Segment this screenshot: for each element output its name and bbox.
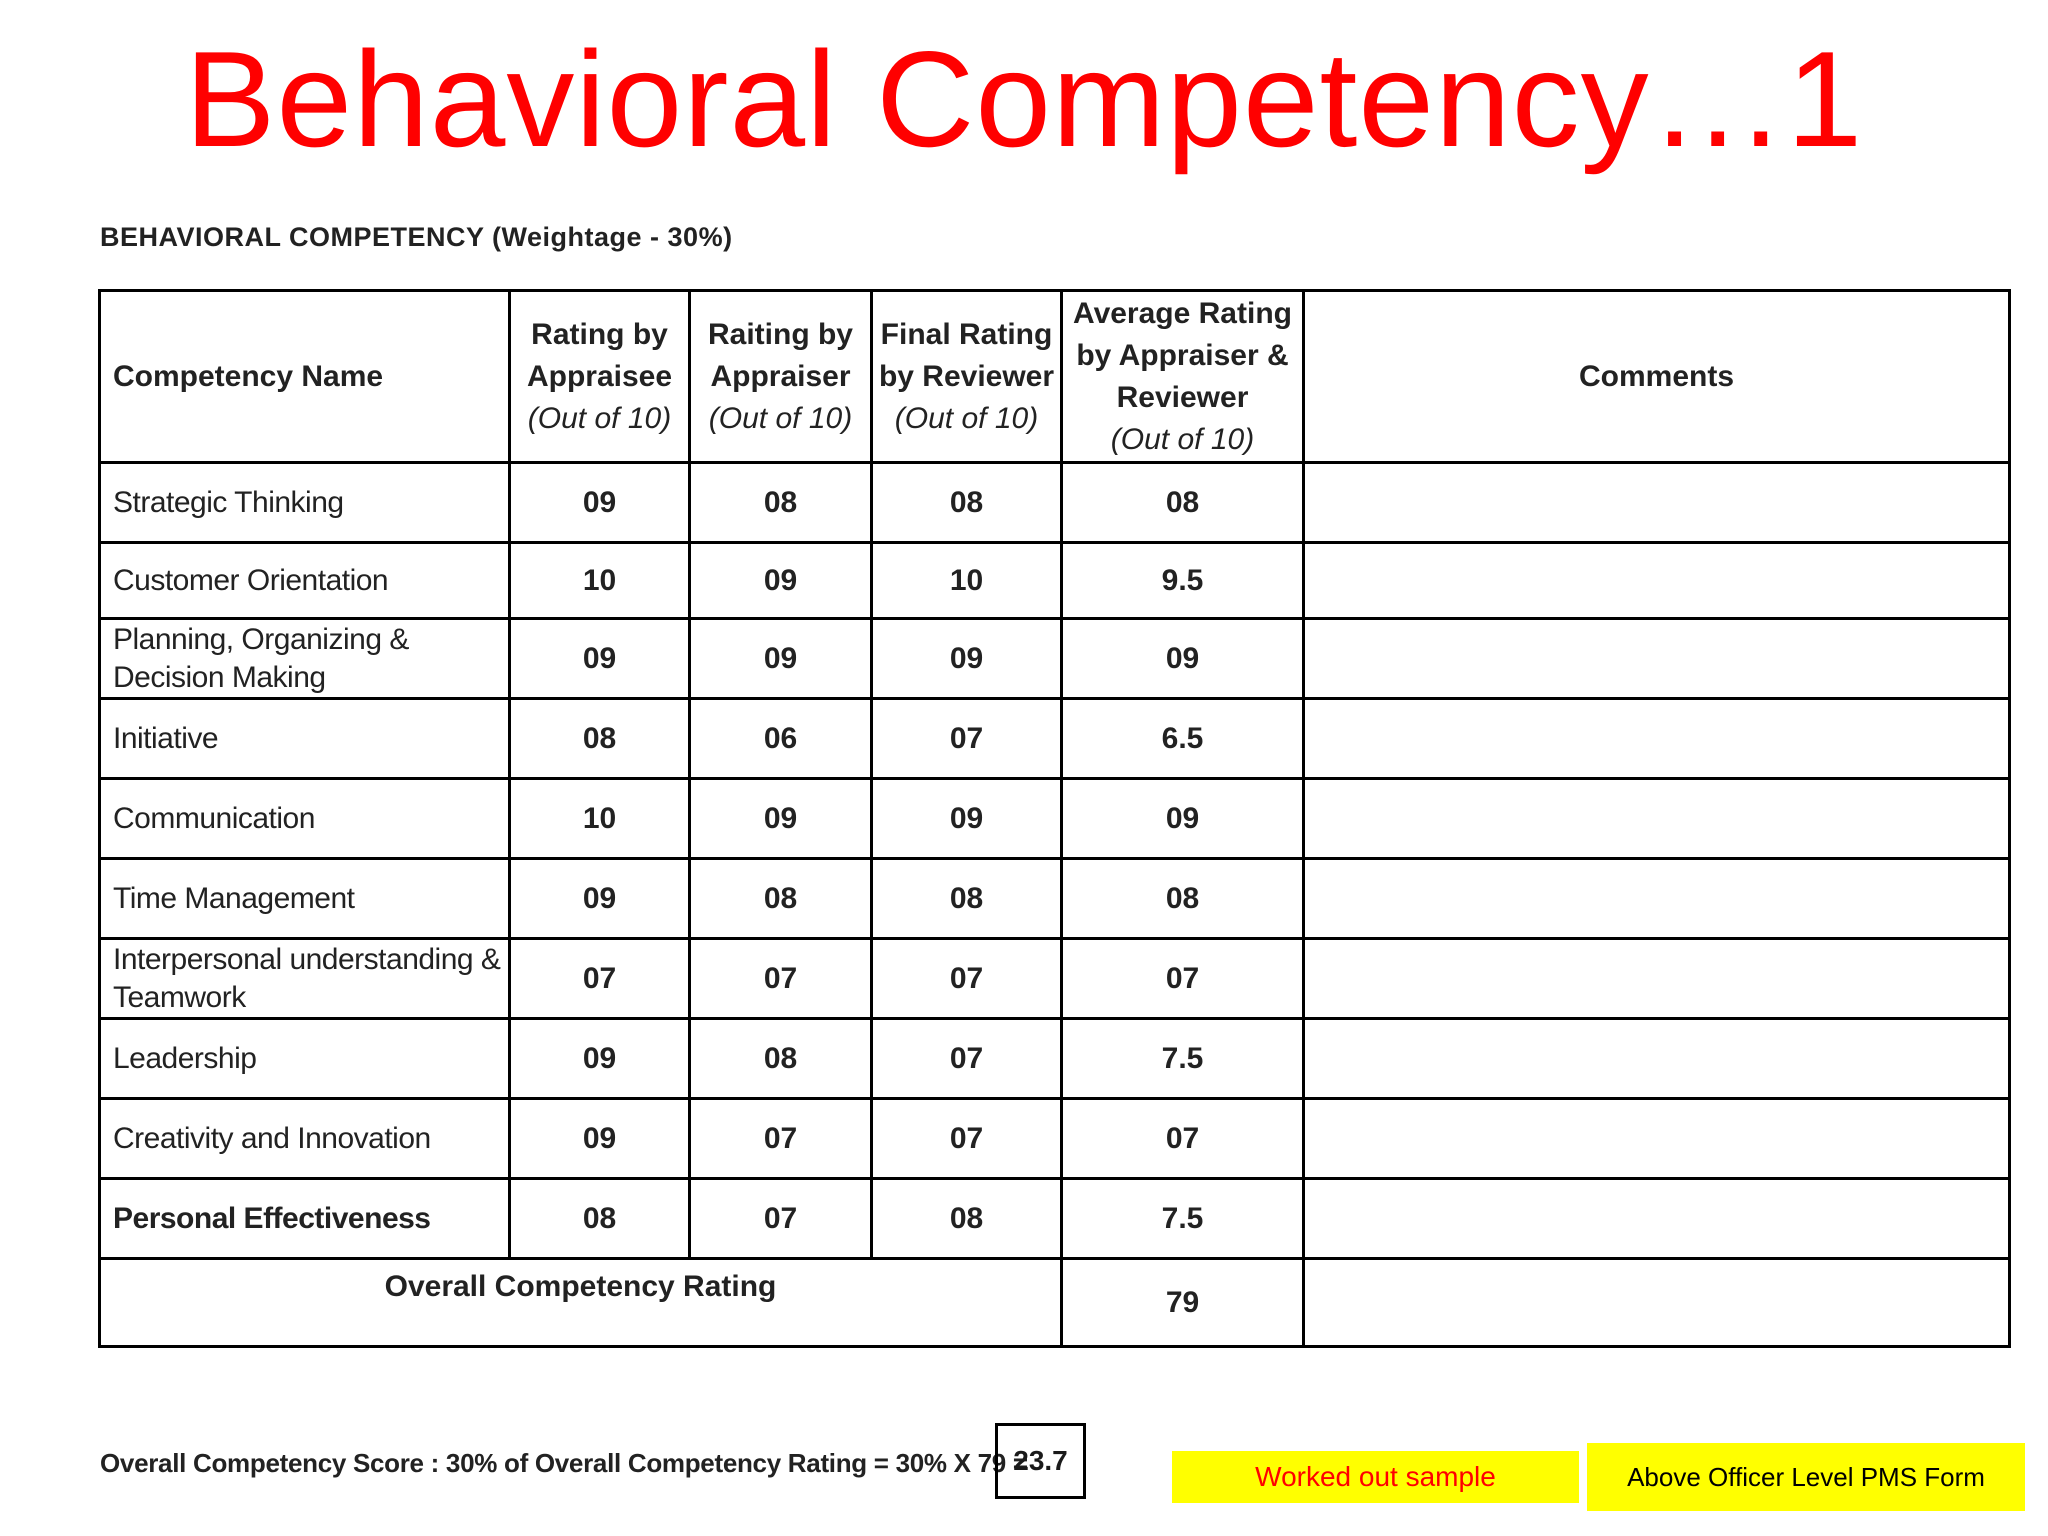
table-row (100, 1179, 2010, 1259)
competency-name: Customer Orientation (100, 543, 510, 619)
appraisee-rating: 09 (510, 859, 690, 939)
header-line: Average Rating (1073, 296, 1292, 330)
final-rating: 07 (872, 1019, 1062, 1099)
header-line: Rating by (531, 317, 668, 351)
overall-score-value: 23.7 (995, 1423, 1086, 1499)
appraisee-rating: 08 (510, 1179, 690, 1259)
comments-cell (1304, 939, 2010, 1019)
table-header-row (100, 291, 2010, 463)
competency-table (98, 289, 2011, 1348)
competency-name: Personal Effectiveness (100, 1179, 510, 1259)
final-rating: 08 (872, 463, 1062, 543)
header-sub: (Out of 10) (527, 401, 672, 435)
appraisee-rating: 07 (510, 939, 690, 1019)
appraisee-rating: 09 (510, 1019, 690, 1099)
competency-name: Creativity and Innovation (100, 1099, 510, 1179)
header-rating-appraiser (690, 291, 872, 463)
comments-cell (1304, 1179, 2010, 1259)
header-sub: (Out of 10) (708, 401, 853, 435)
table-row (100, 1019, 2010, 1099)
competency-name: Interpersonal understanding & Teamwork (100, 939, 510, 1019)
header-line: Final Rating (880, 317, 1053, 351)
average-rating: 7.5 (1062, 1179, 1304, 1259)
table-row (100, 619, 2010, 699)
final-rating: 07 (872, 939, 1062, 1019)
appraiser-rating: 08 (690, 1019, 872, 1099)
average-rating: 09 (1062, 619, 1304, 699)
competency-name: Strategic Thinking (100, 463, 510, 543)
appraiser-rating: 09 (690, 779, 872, 859)
comments-cell (1304, 699, 2010, 779)
appraiser-rating: 08 (690, 859, 872, 939)
average-rating: 07 (1062, 939, 1304, 1019)
average-rating: 9.5 (1062, 543, 1304, 619)
header-line: Reviewer (1116, 380, 1249, 414)
appraiser-rating: 07 (690, 1099, 872, 1179)
final-rating: 10 (872, 543, 1062, 619)
appraiser-rating: 09 (690, 543, 872, 619)
appraisee-rating: 09 (510, 463, 690, 543)
header-line: by Reviewer (878, 359, 1055, 393)
appraisee-rating: 09 (510, 619, 690, 699)
comments-cell (1304, 1019, 2010, 1099)
header-rating-appraisee (510, 291, 690, 463)
slide-title: Behavioral Competency…1 (184, 23, 1864, 175)
average-rating: 07 (1062, 1099, 1304, 1179)
worked-sample-badge: Worked out sample (1172, 1451, 1579, 1503)
appraisee-rating: 09 (510, 1099, 690, 1179)
overall-rating-row (100, 1259, 2010, 1347)
comments-cell (1304, 543, 2010, 619)
final-rating: 08 (872, 1179, 1062, 1259)
competency-name: Initiative (100, 699, 510, 779)
overall-score-formula: Overall Competency Score : 30% of Overall Competency Rating = 30% X 79 = (100, 1448, 1028, 1478)
average-rating: 09 (1062, 779, 1304, 859)
overall-rating-value: 79 (1062, 1259, 1304, 1347)
table-row (100, 463, 2010, 543)
comments-cell (1304, 859, 2010, 939)
average-rating: 6.5 (1062, 699, 1304, 779)
comments-cell (1304, 463, 2010, 543)
final-rating: 09 (872, 619, 1062, 699)
final-rating: 07 (872, 699, 1062, 779)
comments-cell (1304, 779, 2010, 859)
competency-name: Communication (100, 779, 510, 859)
average-rating: 08 (1062, 859, 1304, 939)
appraiser-rating: 06 (690, 699, 872, 779)
overall-rating-label: Overall Competency Rating (100, 1259, 1062, 1347)
average-rating: 08 (1062, 463, 1304, 543)
appraiser-rating: 09 (690, 619, 872, 699)
table-row (100, 859, 2010, 939)
table-row (100, 699, 2010, 779)
section-heading: BEHAVIORAL COMPETENCY (Weightage - 30%) (100, 222, 733, 252)
appraiser-rating: 07 (690, 1179, 872, 1259)
appraisee-rating: 10 (510, 779, 690, 859)
competency-name: Time Management (100, 859, 510, 939)
average-rating: 7.5 (1062, 1019, 1304, 1099)
competency-name: Planning, Organizing & Decision Making (100, 619, 510, 699)
table-row (100, 1099, 2010, 1179)
final-rating: 09 (872, 779, 1062, 859)
competency-name: Leadership (100, 1019, 510, 1099)
comments-cell (1304, 1259, 2010, 1347)
table-row (100, 939, 2010, 1019)
appraiser-rating: 07 (690, 939, 872, 1019)
table-row (100, 543, 2010, 619)
header-sub: (Out of 10) (894, 401, 1039, 435)
appraiser-rating: 08 (690, 463, 872, 543)
header-line: by Appraiser & (1076, 338, 1289, 372)
header-sub: (Out of 10) (1110, 422, 1255, 456)
header-line: Appraisee (526, 359, 673, 393)
comments-cell (1304, 1099, 2010, 1179)
table-row (100, 779, 2010, 859)
appraisee-rating: 10 (510, 543, 690, 619)
header-average-rating (1062, 291, 1304, 463)
header-comments: Comments (1304, 291, 2010, 463)
header-line: Appraiser (710, 359, 851, 393)
header-final-rating (872, 291, 1062, 463)
pms-form-badge: Above Officer Level PMS Form (1587, 1443, 2025, 1511)
final-rating: 08 (872, 859, 1062, 939)
header-line: Raiting by (707, 317, 853, 351)
appraisee-rating: 08 (510, 699, 690, 779)
final-rating: 07 (872, 1099, 1062, 1179)
header-competency-name: Competency Name (100, 291, 510, 463)
comments-cell (1304, 619, 2010, 699)
